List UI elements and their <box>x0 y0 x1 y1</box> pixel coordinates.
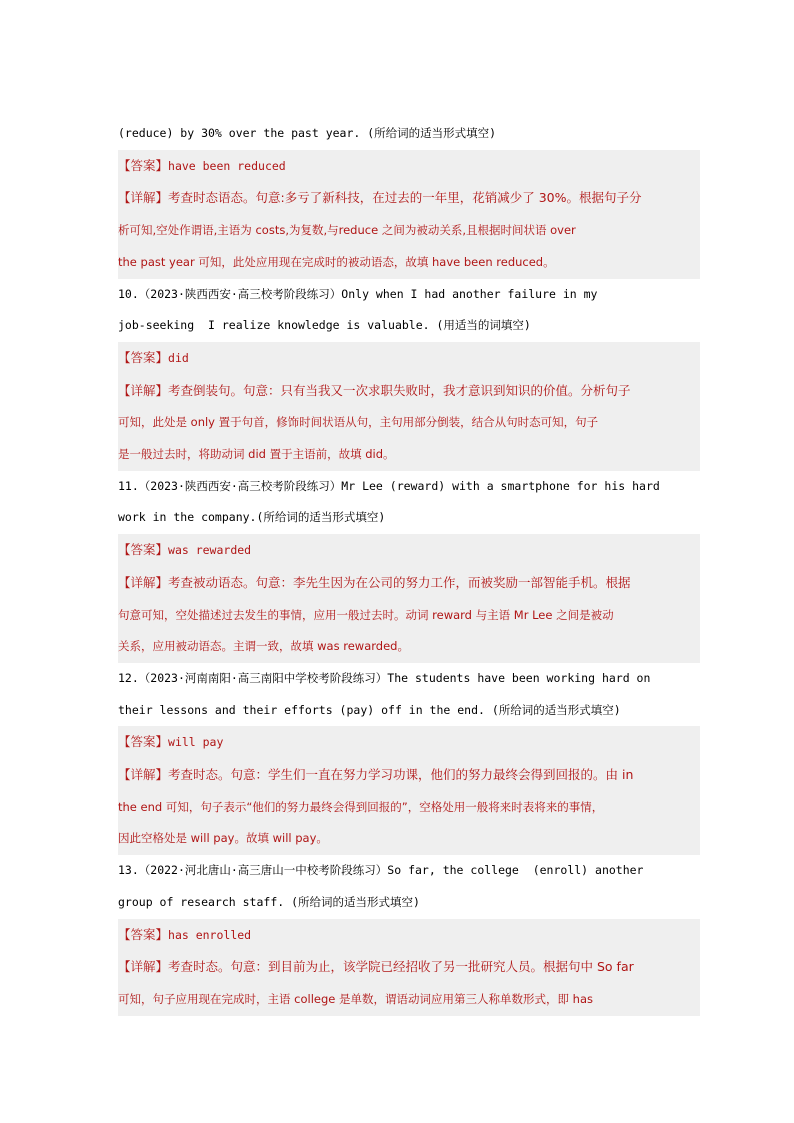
answer-line <box>118 342 700 375</box>
detail-line <box>118 951 700 984</box>
detail-text: 考查倒装句。句意：只有当我又一次求职失败时，我才意识到知识的价值。分析句子 <box>168 382 631 398</box>
answer-tag: 【答案】 <box>118 157 169 173</box>
question-10 <box>118 279 700 471</box>
detail-text: the past year 可知，此处应用现在完成时的被动语态，故填 have been reduced。 <box>118 254 555 269</box>
question-text: their lessons and their efforts (pay) off in the end. (所给词的适当形式填空) <box>118 702 621 717</box>
question-text: (reduce) by 30% over the past year. (所给词的适当形式填空) <box>118 126 497 140</box>
question-text: group of research staff. (所给词的适当形式填空) <box>118 894 420 909</box>
detail-text: 析可知,空处作谓语,主语为 costs,为复数,与reduce 之间为被动关系,且根据时间状语 over <box>118 223 576 238</box>
question-text: 12.（2023·河南南阳·高三南阳中学校考阶段练习）The students have been working hard on <box>118 670 651 685</box>
detail-line <box>118 182 700 215</box>
answer-block <box>118 534 700 663</box>
answer-tag: 【答案】 <box>118 542 169 558</box>
detail-line <box>118 567 700 600</box>
answer-block <box>118 919 700 1016</box>
question-text: 11.（2023·陕西西安·高三校考阶段练习）Mr Lee (reward) with a smartphone for his hard <box>118 478 660 493</box>
answer-line <box>118 919 700 952</box>
document-page <box>118 118 700 1016</box>
detail-text: 因此空格处是 will pay。故填 will pay。 <box>118 831 328 846</box>
detail-text: 句意可知，空处描述过去发生的事情，应用一般过去时。动词 reward 与主语 Mr Lee 之间是被动 <box>118 607 614 622</box>
detail-text: 可知，此处是 only 置于句首，修饰时间状语从句，主句用部分倒装，结合从句时态可知，句子 <box>118 415 599 430</box>
answer-tag: 【答案】 <box>118 734 169 750</box>
detail-tag: 【详解】 <box>118 574 169 590</box>
question-text: job-seeking I realize knowledge is valuable. (用适当的词填空) <box>118 318 531 333</box>
question-text: work in the company.(所给词的适当形式填空) <box>118 510 386 525</box>
answer-line <box>118 150 700 183</box>
detail-tag: 【详解】 <box>118 190 169 206</box>
question-text: 10.（2023·陕西西安·高三校考阶段练习）Only when I had another failure in my <box>118 286 598 301</box>
question-9 <box>118 118 700 279</box>
answer-text: was rewarded <box>168 543 252 558</box>
detail-text: 可知，句子应用现在完成时，主语 college 是单数，谓语动词应用第三人称单数形式，即 has <box>118 991 593 1006</box>
detail-text: the end 可知，句子表示“他们的努力最终会得到回报的”，空格处用一般将来时表将来的事情， <box>118 799 604 814</box>
answer-text: did <box>168 350 189 365</box>
question-text: 13.（2022·河北唐山·高三唐山一中校考阶段练习）So far, the college (enroll) another <box>118 863 644 878</box>
question-11 <box>118 471 700 663</box>
detail-line <box>118 375 700 408</box>
detail-line <box>118 759 700 792</box>
answer-text: will pay <box>168 735 224 750</box>
answer-block <box>118 150 700 279</box>
detail-text: 考查时态。句意：学生们一直在努力学习功课，他们的努力最终会得到回报的。由 in <box>168 767 634 783</box>
question-12 <box>118 663 700 855</box>
detail-tag: 【详解】 <box>118 382 169 398</box>
detail-text: 关系，应用被动语态。主谓一致，故填 was rewarded。 <box>118 639 409 654</box>
answer-tag: 【答案】 <box>118 349 169 365</box>
detail-text: 考查时态语态。句意:多亏了新科技，在过去的一年里，花销减少了 30%。根据句子分 <box>168 190 642 206</box>
answer-tag: 【答案】 <box>118 926 169 942</box>
answer-text: have been reduced <box>168 158 286 173</box>
answer-block <box>118 726 700 855</box>
answer-line <box>118 726 700 759</box>
detail-tag: 【详解】 <box>118 959 169 975</box>
answer-text: has enrolled <box>168 927 252 942</box>
detail-text: 是一般过去时，将助动词 did 置于主语前，故填 did。 <box>118 447 395 462</box>
detail-tag: 【详解】 <box>118 767 169 783</box>
answer-line <box>118 534 700 567</box>
detail-text: 考查时态。句意：到目前为止，该学院已经招收了另一批研究人员。根据句中 So far <box>168 959 634 975</box>
question-13 <box>118 855 700 1016</box>
answer-block <box>118 342 700 471</box>
detail-text: 考查被动语态。句意：李先生因为在公司的努力工作，而被奖励一部智能手机。根据 <box>168 574 631 590</box>
